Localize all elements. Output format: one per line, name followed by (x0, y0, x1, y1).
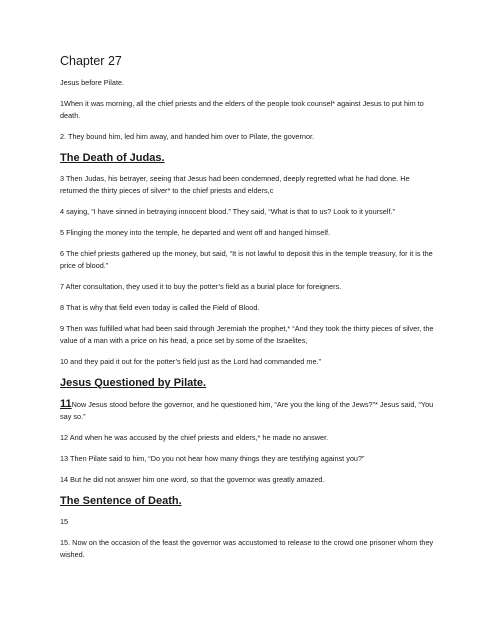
chapter-title: Chapter 27 (60, 54, 122, 68)
verse-9: 9 Then was fulfilled what had been said through Jeremiah the prophet,* “And they took the thirty pieces of silver, the value of a man with a price on his head, a price set by some of the Israelites, (60, 324, 434, 345)
verse-8: 8 That is why that field even today is called the Field of Blood. (60, 303, 260, 312)
verse-1: 1When it was morning, all the chief priests and the elders of the people took counsel* against Jesus to put him to death. (60, 99, 424, 120)
verse-13: 13 Then Pilate said to him, “Do you not hear how many things they are testifying against you?” (60, 454, 365, 463)
verse-15-number: 15 (60, 517, 69, 526)
document-page (60, 54, 438, 570)
verse-12: 12 And when he was accused by the chief priests and elders,* he made no answer. (60, 433, 329, 442)
verse-3: 3 Then Judas, his betrayer, seeing that Jesus had been condemned, deeply regretted what he had done. He returned the thirty pieces of silver* to the chief priests and elders,c (60, 174, 410, 195)
verse-10: 10 and they paid it out for the potter’s field just as the Lord had commanded me.” (60, 357, 321, 366)
verse-5: 5 Flinging the money into the temple, he departed and went off and hanged himself. (60, 228, 331, 237)
verse-15: 15. Now on the occasion of the feast the governor was accustomed to release to the crowd one prisoner whom they wished. (60, 538, 434, 559)
verse-7: 7 After consultation, they used it to buy the potter’s field as a burial place for foreigners. (60, 282, 342, 291)
chapter-subtitle: Jesus before Pilate. (60, 78, 125, 87)
verse-11-number: 11 (60, 398, 72, 410)
verse-11 (60, 398, 438, 423)
verse-2: 2. They bound him, led him away, and handed him over to Pilate, the governor. (60, 132, 315, 141)
verse-6: 6 The chief priests gathered up the money, but said, “It is not lawful to deposit this in the temple treasury, for it is the price of blood.” (60, 249, 433, 270)
verse-14: 14 But he did not answer him one word, so that the governor was greatly amazed. (60, 475, 325, 484)
section-heading-jesus-questioned: Jesus Questioned by Pilate. (60, 377, 207, 389)
section-heading-death-of-judas: The Death of Judas. (60, 152, 165, 164)
verse-11-text: Now Jesus stood before the governor, and he questioned him, “Are you the king of the Jews?”* Jesus said, “You say so.” (60, 400, 434, 421)
section-heading-sentence-of-death: The Sentence of Death. (60, 495, 182, 507)
verse-4: 4 saying, “I have sinned in betraying innocent blood.” They said, “What is that to us? Look to it yourself.” (60, 207, 395, 216)
